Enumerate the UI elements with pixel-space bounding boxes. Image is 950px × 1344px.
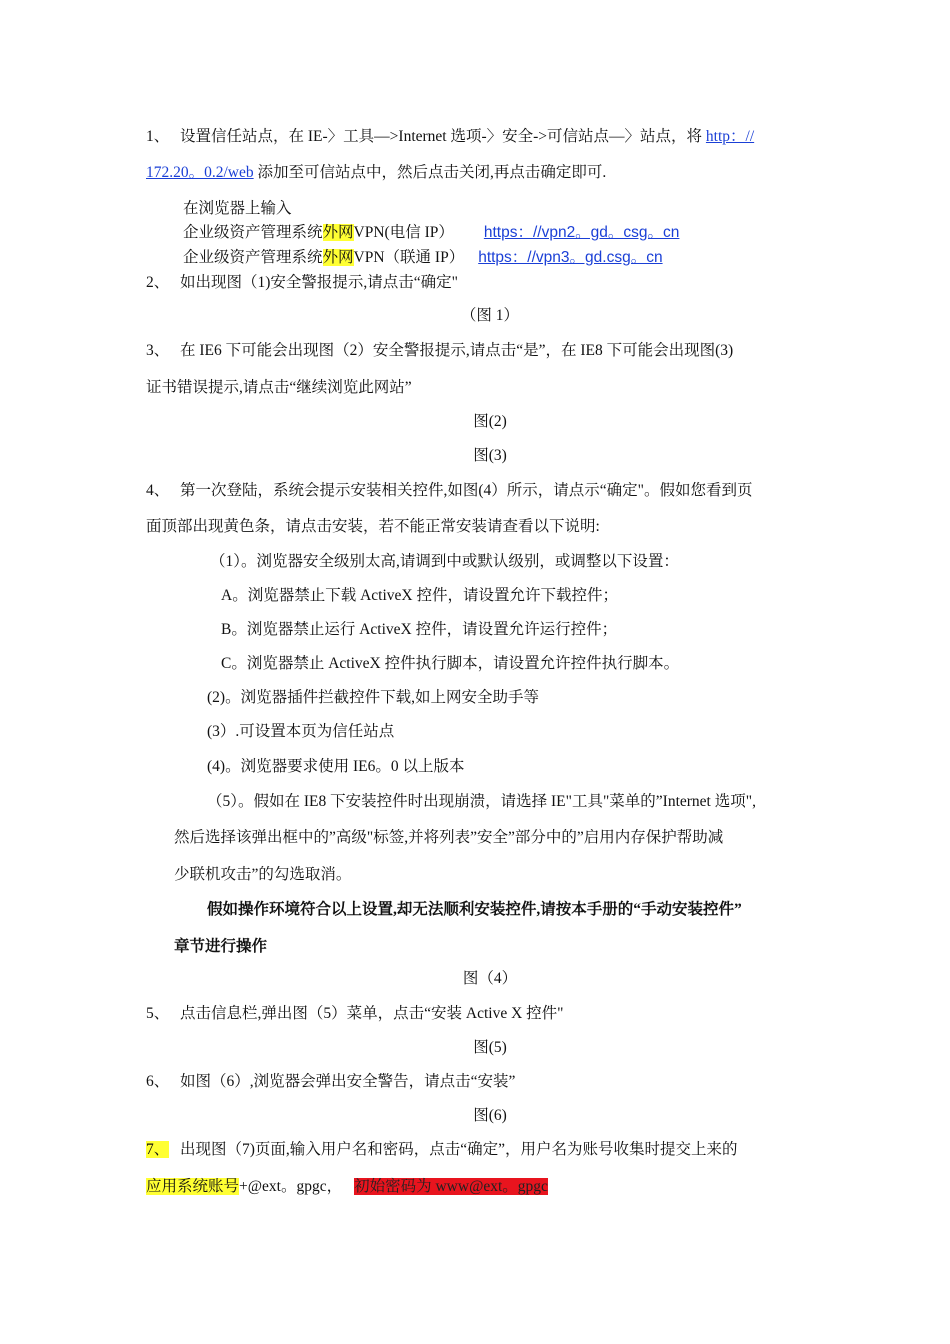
vpn-unicom-url[interactable]: https：//vpn3。gd.csg。cn xyxy=(478,249,663,266)
item-4-sub-3: (3）.可设置本页为信任站点 xyxy=(207,723,395,740)
item-1-text-cont: 添加至可信站点中，然后点击关闭,再点击确定即可. xyxy=(253,164,607,181)
item-7-number-highlight: 7、 xyxy=(146,1141,170,1158)
figure-3-caption: 图(3) xyxy=(473,447,507,464)
item-4-sub-5-line-1: （5）。假如在 IE8 下安装控件时出现崩溃，请选择 IE"工具"菜单的”Internet 选项", xyxy=(207,793,756,810)
item-1-line-2 xyxy=(146,163,606,183)
item-number: 3、 xyxy=(146,342,170,359)
item-4-text: 第一次登陆，系统会提示安装相关控件,如图(4）所示，请点示“确定"。假如您看到页 xyxy=(180,482,753,499)
figure-5-caption: 图(5) xyxy=(473,1039,507,1056)
vpn-telecom-label: VPN(电信 IP） xyxy=(353,224,454,241)
item-5-text: 点击信息栏,弹出图（5）菜单，点击“安装 Active X 控件" xyxy=(180,1005,564,1022)
initial-password-highlight: 初始密码为 www@ext。gpgc xyxy=(354,1178,548,1195)
trusted-site-link-cont[interactable]: 172.20。0.2/web xyxy=(146,164,254,181)
item-4-sub-2: (2)。浏览器插件拦截控件下载,如上网安全助手等 xyxy=(207,689,539,706)
note-bold-line-2: 章节进行操作 xyxy=(174,938,268,955)
account-suffix: +@ext。gpgc， xyxy=(239,1178,343,1195)
figure-1-caption: （图 1） xyxy=(460,307,520,324)
item-3-line-1 xyxy=(146,341,733,361)
figure-2-caption: 图(2) xyxy=(473,413,507,430)
item-7-line-1 xyxy=(146,1140,738,1160)
browser-intro: 在浏览器上输入 xyxy=(183,200,292,217)
item-6 xyxy=(146,1072,515,1092)
item-4-line-2: 面顶部出现黄色条，请点击安装，若不能正常安装请查看以下说明: xyxy=(146,518,600,535)
item-7-line-2 xyxy=(146,1177,548,1197)
item-1-line-1 xyxy=(146,127,754,147)
account-highlight: 应用系统账号 xyxy=(146,1178,240,1195)
item-4-sub-4: (4)。浏览器要求使用 IE6。0 以上版本 xyxy=(207,758,465,775)
item-3-line-2: 证书错误提示,请点击“继续浏览此网站” xyxy=(146,379,412,396)
extranet-highlight: 外网 xyxy=(322,224,354,241)
item-4-sub-5-line-2: 然后选择该弹出框中的”高级"标签,并将列表”安全”部分中的”启用内存保护帮助减 xyxy=(174,829,724,846)
item-3-text: 在 IE6 下可能会出现图（2）安全警报提示,请点击“是”，在 IE8 下可能会出现图(3) xyxy=(180,342,734,359)
item-5 xyxy=(146,1004,563,1024)
vpn-telecom-url[interactable]: https：//vpn2。gd。csg。cn xyxy=(483,224,680,241)
extranet-highlight: 外网 xyxy=(322,249,354,266)
item-4-sub-1: （1）。浏览器安全级别太高,请调到中或默认级别，或调整以下设置： xyxy=(210,553,679,570)
note-bold-line-1: 假如操作环境符合以上设置,却无法顺利安装控件,请按本手册的“手动安装控件” xyxy=(207,901,742,918)
item-2 xyxy=(146,273,458,293)
item-number: 2、 xyxy=(146,274,170,291)
vpn-unicom-line xyxy=(183,248,663,268)
item-number: 1、 xyxy=(146,128,170,145)
item-number: 4、 xyxy=(146,482,170,499)
item-4-sub-b: B。浏览器禁止运行 ActiveX 控件，请设置允许运行控件； xyxy=(221,621,618,638)
item-7-text: 出现图（7)页面,输入用户名和密码，点击“确定”，用户名为账号收集时提交上来的 xyxy=(180,1141,738,1158)
vpn-unicom-label: VPN（联通 IP） xyxy=(353,249,465,266)
figure-4-caption: 图（4） xyxy=(462,970,518,987)
item-1-text: 设置信任站点，在 IE-〉工具—>Internet 选项-〉安全->可信站点—〉站点，将 xyxy=(180,128,706,145)
figure-6-caption: 图(6) xyxy=(473,1107,507,1124)
vpn-telecom-line xyxy=(183,223,679,243)
item-number: 6、 xyxy=(146,1073,170,1090)
item-number: 5、 xyxy=(146,1005,170,1022)
item-2-text: 如出现图（1)安全警报提示,请点击“确定" xyxy=(180,274,458,291)
system-name: 企业级资产管理系统 xyxy=(183,249,323,266)
item-4-sub-a: A。浏览器禁止下载 ActiveX 控件，请设置允许下载控件； xyxy=(221,587,618,604)
system-name: 企业级资产管理系统 xyxy=(183,224,323,241)
trusted-site-link[interactable]: http：// xyxy=(705,128,755,145)
item-number xyxy=(146,1140,180,1160)
item-4-line-1 xyxy=(146,481,753,501)
item-4-sub-5-line-3: 少联机攻击”的勾选取消。 xyxy=(174,866,352,883)
item-6-text: 如图（6）,浏览器会弹出安全警告，请点击“安装” xyxy=(180,1073,516,1090)
item-4-sub-c: C。浏览器禁止 ActiveX 控件执行脚本，请设置允许控件执行脚本。 xyxy=(221,655,680,672)
